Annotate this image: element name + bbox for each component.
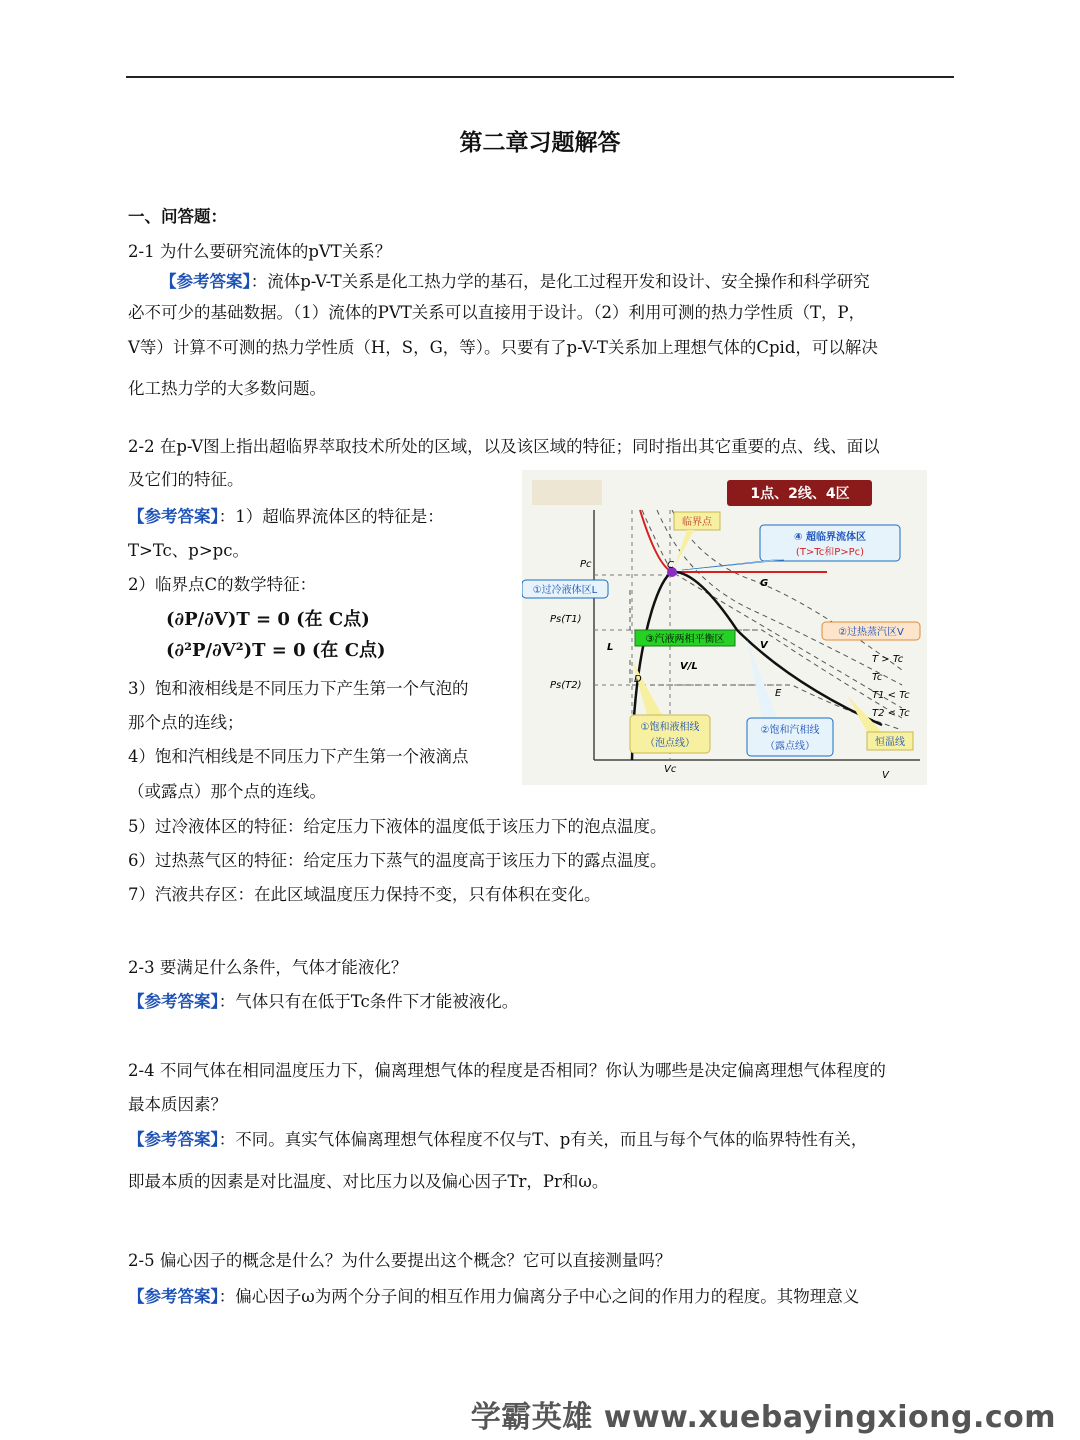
answer-2-2-line4: 4）饱和汽相线是不同压力下产生第一个液滴点 <box>128 747 469 766</box>
label-critical-point: 临界点 <box>682 517 712 528</box>
question-2-2-line2: 及它们的特征。 <box>128 470 244 489</box>
question-2-1: 2-1 为什么要研究流体的pVT关系？ <box>128 242 392 261</box>
answer-2-1-line1: 【参考答案】：流体p-V-T关系是化工热力学的基石，是化工过程开发和设计、安全操作和科学研究 <box>160 272 870 291</box>
answer-2-4-line1: 【参考答案】：不同。真实气体偏离理想气体程度不仅与T、p有关，而且与每个气体的临界特性有关， <box>128 1130 868 1149</box>
label-sat-vapor: ②饱和汽相线 <box>760 725 820 736</box>
answer-2-4-line2: 即最本质的因素是对比温度、对比压力以及偏心因子Tr，Pr和ω。 <box>128 1172 609 1191</box>
answer-2-2-line3: 3）饱和液相线是不同压力下产生第一个气泡的 <box>128 679 469 698</box>
label-two-phase: ③汽液两相平衡区 <box>645 634 725 645</box>
label-v-axis: V <box>882 770 889 781</box>
answer-2-2-line1: 【参考答案】：1）超临界流体区的特征是： <box>128 507 444 526</box>
page-title: 第二章习题解答 <box>459 130 621 156</box>
formula-first-derivative: (∂P/∂V)T = 0 (在 C点) <box>166 609 370 630</box>
question-2-5: 2-5 偏心因子的概念是什么？为什么要提出这个概念？它可以直接测量吗？ <box>128 1251 672 1270</box>
answer-2-2-line5: 5）过冷液体区的特征：给定压力下液体的温度低于该压力下的泡点温度。 <box>128 817 667 836</box>
answer-2-2-line6: 6）过热蒸气区的特征：给定压力下蒸气的温度高于该压力下的露点温度。 <box>128 851 667 870</box>
pv-diagram <box>522 470 927 785</box>
label-tc: Tc <box>872 672 883 683</box>
label-ps1: Ps(T1) <box>550 614 582 625</box>
label-g: G <box>760 578 769 589</box>
footer-watermark: 学霸英雄 www.xuebayingxiong.com <box>470 1400 1056 1435</box>
label-t-gt-tc: T > Tc <box>872 654 904 665</box>
label-pc: Pc <box>580 559 592 570</box>
label-vl: V/L <box>680 661 698 672</box>
label-superheated: ②过热蒸汽区V <box>838 627 904 638</box>
section-heading: 一、问答题： <box>128 207 227 226</box>
answer-2-2-line7: 7）汽液共存区：在此区域温度压力保持不变，只有体积在变化。 <box>128 885 601 904</box>
label-d: D <box>634 674 642 685</box>
label-supercritical: ④ 超临界流体区 <box>794 532 866 543</box>
label-supercritical-cond: (T>Tc和P>Pc) <box>795 547 865 558</box>
label-v: V <box>760 640 768 651</box>
label-e: E <box>775 688 782 699</box>
label-t2: T2 < Tc <box>872 708 910 719</box>
label-vc: Vc <box>664 764 677 775</box>
answer-2-2-line3b: 那个点的连线； <box>128 713 244 732</box>
answer-2-3: 【参考答案】：气体只有在低于Tc条件下才能被液化。 <box>128 992 519 1011</box>
question-2-4-line2: 最本质因素？ <box>128 1095 227 1114</box>
answer-2-1-line4: 化工热力学的大多数问题。 <box>128 379 326 398</box>
header-rule <box>126 76 954 78</box>
answer-tag: 【参考答案】 <box>160 272 251 291</box>
question-2-3: 2-3 要满足什么条件，气体才能液化？ <box>128 958 408 977</box>
label-sat-liquid-sub: （泡点线） <box>645 738 695 749</box>
label-t1: T1 < Tc <box>872 690 910 701</box>
answer-2-5-line1: 【参考答案】：偏心因子ω为两个分子间的相互作用力偏离分子中心之间的作用力的程度。其物理意义 <box>128 1287 860 1306</box>
label-ps2: Ps(T2) <box>550 680 582 691</box>
label-sat-vapor-sub: （露点线） <box>765 741 815 752</box>
formula-second-derivative: (∂²P/∂V²)T = 0 (在 C点) <box>166 640 386 661</box>
question-2-2-line1: 2-2 在p-V图上指出超临界萃取技术所处的区域，以及该区域的特征；同时指出其它重要的点、线、面以 <box>128 437 880 456</box>
answer-2-2-line2: 2）临界点C的数学特征： <box>128 575 317 594</box>
label-subcooled: ①过冷液体区L <box>532 585 598 596</box>
label-sat-liquid: ①饱和液相线 <box>640 722 700 733</box>
answer-2-2-line4b: （或露点）那个点的连线。 <box>128 782 326 801</box>
answer-2-1-line2: 必不可少的基础数据。（1）流体的PVT关系可以直接用于设计。（2）利用可测的热力学性质（T，P， <box>128 303 866 322</box>
banner-text: 1点、2线、4区 <box>750 486 850 502</box>
answer-2-1-line3: V等）计算不可测的热力学性质（H，S，G，等）。只要有了p-V-T关系加上理想气体的Cpid，可以解决 <box>128 338 878 357</box>
label-c: C <box>667 560 674 571</box>
question-2-4-line1: 2-4 不同气体在相同温度压力下，偏离理想气体的程度是否相同？你认为哪些是决定偏离理想气体程度的 <box>128 1061 886 1080</box>
label-l: L <box>607 642 614 653</box>
answer-2-2-line1b: T>Tc、p>pc。 <box>128 541 249 560</box>
label-isotherm: 恒温线 <box>875 737 905 748</box>
